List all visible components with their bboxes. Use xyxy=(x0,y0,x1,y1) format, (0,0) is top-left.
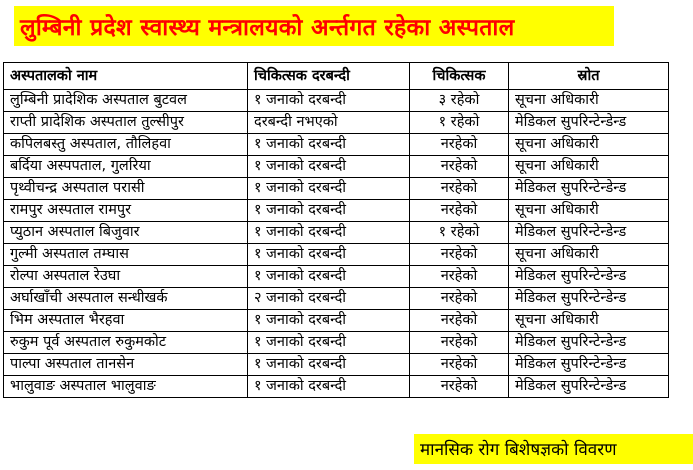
doctor-count-cell: नरहेको xyxy=(410,376,509,398)
source-cell: सूचना अधिकारी xyxy=(509,200,669,222)
source-cell: मेडिकल सुपरिन्टेन्डेन्ड xyxy=(509,178,669,200)
doctor-count-cell: नरहेको xyxy=(410,310,509,332)
table-row xyxy=(4,134,669,156)
doctor-count-cell: नरहेको xyxy=(410,178,509,200)
doctor-posts-cell: दरबन्दी नभएको xyxy=(248,112,410,134)
hospital-name-cell: भिम अस्पताल भैरहवा xyxy=(4,310,248,332)
doctor-count-cell: नरहेको xyxy=(410,288,509,310)
source-cell: मेडिकल सुपरिन्टेन्डेन्ड xyxy=(509,222,669,244)
doctor-posts-cell: १ जनाको दरबन्दी xyxy=(248,134,410,156)
table-row xyxy=(4,288,669,310)
doctor-posts-cell: २ जनाको दरबन्दी xyxy=(248,288,410,310)
source-cell: सूचना अधिकारी xyxy=(509,156,669,178)
doctor-count-cell: नरहेको xyxy=(410,244,509,266)
hospital-name-cell: गुल्मी अस्पताल तम्घास xyxy=(4,244,248,266)
source-cell: मेडिकल सुपरिन्टेन्डेन्ड xyxy=(509,332,669,354)
source-cell: मेडिकल सुपरिन्टेन्डेन्ड xyxy=(509,288,669,310)
hospital-name-cell: रुकुम पूर्व अस्पताल रुकुमकोट xyxy=(4,332,248,354)
doctor-count-cell: नरहेको xyxy=(410,134,509,156)
doctor-posts-cell: १ जनाको दरबन्दी xyxy=(248,156,410,178)
footer-banner xyxy=(414,434,693,464)
doctor-posts-cell: १ जनाको दरबन्दी xyxy=(248,200,410,222)
table-row xyxy=(4,266,669,288)
doctor-posts-cell: १ जनाको दरबन्दी xyxy=(248,90,410,112)
source-cell: मेडिकल सुपरिन्टेन्डेन्ड xyxy=(509,354,669,376)
doctor-count-cell: नरहेको xyxy=(410,156,509,178)
table-row xyxy=(4,112,669,134)
doctor-count-cell: १ रहेको xyxy=(410,222,509,244)
header-doctor: चिकित्सक xyxy=(410,63,509,90)
table-row xyxy=(4,354,669,376)
doctor-posts-cell: १ जनाको दरबन्दी xyxy=(248,266,410,288)
doctor-count-cell: नरहेको xyxy=(410,354,509,376)
table-row xyxy=(4,156,669,178)
hospital-name-cell: पाल्पा अस्पताल तानसेन xyxy=(4,354,248,376)
table-row xyxy=(4,310,669,332)
table-row xyxy=(4,222,669,244)
hospital-name-cell: भालुवाङ अस्पताल भालुवाङ xyxy=(4,376,248,398)
hospital-name-cell: रोल्पा अस्पताल रेउघा xyxy=(4,266,248,288)
hospital-name-cell: कपिलबस्तु अस्पताल, तौलिहवा xyxy=(4,134,248,156)
doctor-count-cell: १ रहेको xyxy=(410,112,509,134)
source-cell: सूचना अधिकारी xyxy=(509,134,669,156)
source-cell: मेडिकल सुपरिन्टेन्डेन्ड xyxy=(509,376,669,398)
table-row xyxy=(4,90,669,112)
doctor-posts-cell: १ जनाको दरबन्दी xyxy=(248,354,410,376)
doctor-count-cell: ३ रहेको xyxy=(410,90,509,112)
doctor-posts-cell: १ जनाको दरबन्दी xyxy=(248,178,410,200)
source-cell: सूचना अधिकारी xyxy=(509,244,669,266)
hospital-name-cell: लुम्बिनी प्रादेशिक अस्पताल बुटवल xyxy=(4,90,248,112)
doctor-posts-cell: १ जनाको दरबन्दी xyxy=(248,376,410,398)
doctor-count-cell: नरहेको xyxy=(410,200,509,222)
header-doctor-posts: चिकित्सक दरबन्दी xyxy=(248,63,410,90)
hospital-name-cell: पृथ्वीचन्द्र अस्पताल परासी xyxy=(4,178,248,200)
source-cell: सूचना अधिकारी xyxy=(509,310,669,332)
doctor-posts-cell: १ जनाको दरबन्दी xyxy=(248,310,410,332)
title-banner xyxy=(14,6,614,46)
header-source: स्रोत xyxy=(509,63,669,90)
table-row xyxy=(4,332,669,354)
doctor-posts-cell: १ जनाको दरबन्दी xyxy=(248,244,410,266)
table-row xyxy=(4,178,669,200)
footer-caption: मानसिक रोग बिशेषज्ञको विवरण xyxy=(420,440,617,460)
table-row xyxy=(4,200,669,222)
header-hospital-name: अस्पतालको नाम xyxy=(4,63,248,90)
table-body xyxy=(4,90,669,398)
hospital-name-cell: रामपुर अस्पताल रामपुर xyxy=(4,200,248,222)
hospital-name-cell: बर्दिया अस्पपताल, गुलरिया xyxy=(4,156,248,178)
table-row xyxy=(4,376,669,398)
table-header-row xyxy=(4,63,669,90)
page-title: लुम्बिनी प्रदेश स्वास्थ्य मन्त्रालयको अर्न्तगत रहेका अस्पताल xyxy=(20,15,515,41)
source-cell: मेडिकल सुपरिन्टेन्डेन्ड xyxy=(509,112,669,134)
hospital-table xyxy=(3,62,669,398)
doctor-posts-cell: १ जनाको दरबन्दी xyxy=(248,332,410,354)
doctor-count-cell: नरहेको xyxy=(410,266,509,288)
source-cell: सूचना अधिकारी xyxy=(509,90,669,112)
hospital-name-cell: राप्ती प्रादेशिक अस्पताल तुल्सीपुर xyxy=(4,112,248,134)
source-cell: मेडिकल सुपरिन्टेन्डेन्ड xyxy=(509,266,669,288)
doctor-count-cell: नरहेको xyxy=(410,332,509,354)
hospital-name-cell: प्युठान अस्पताल बिजुवार xyxy=(4,222,248,244)
hospital-name-cell: अर्घाखाँची अस्पताल सन्धीखर्क xyxy=(4,288,248,310)
table-row xyxy=(4,244,669,266)
doctor-posts-cell: १ जनाको दरबन्दी xyxy=(248,222,410,244)
